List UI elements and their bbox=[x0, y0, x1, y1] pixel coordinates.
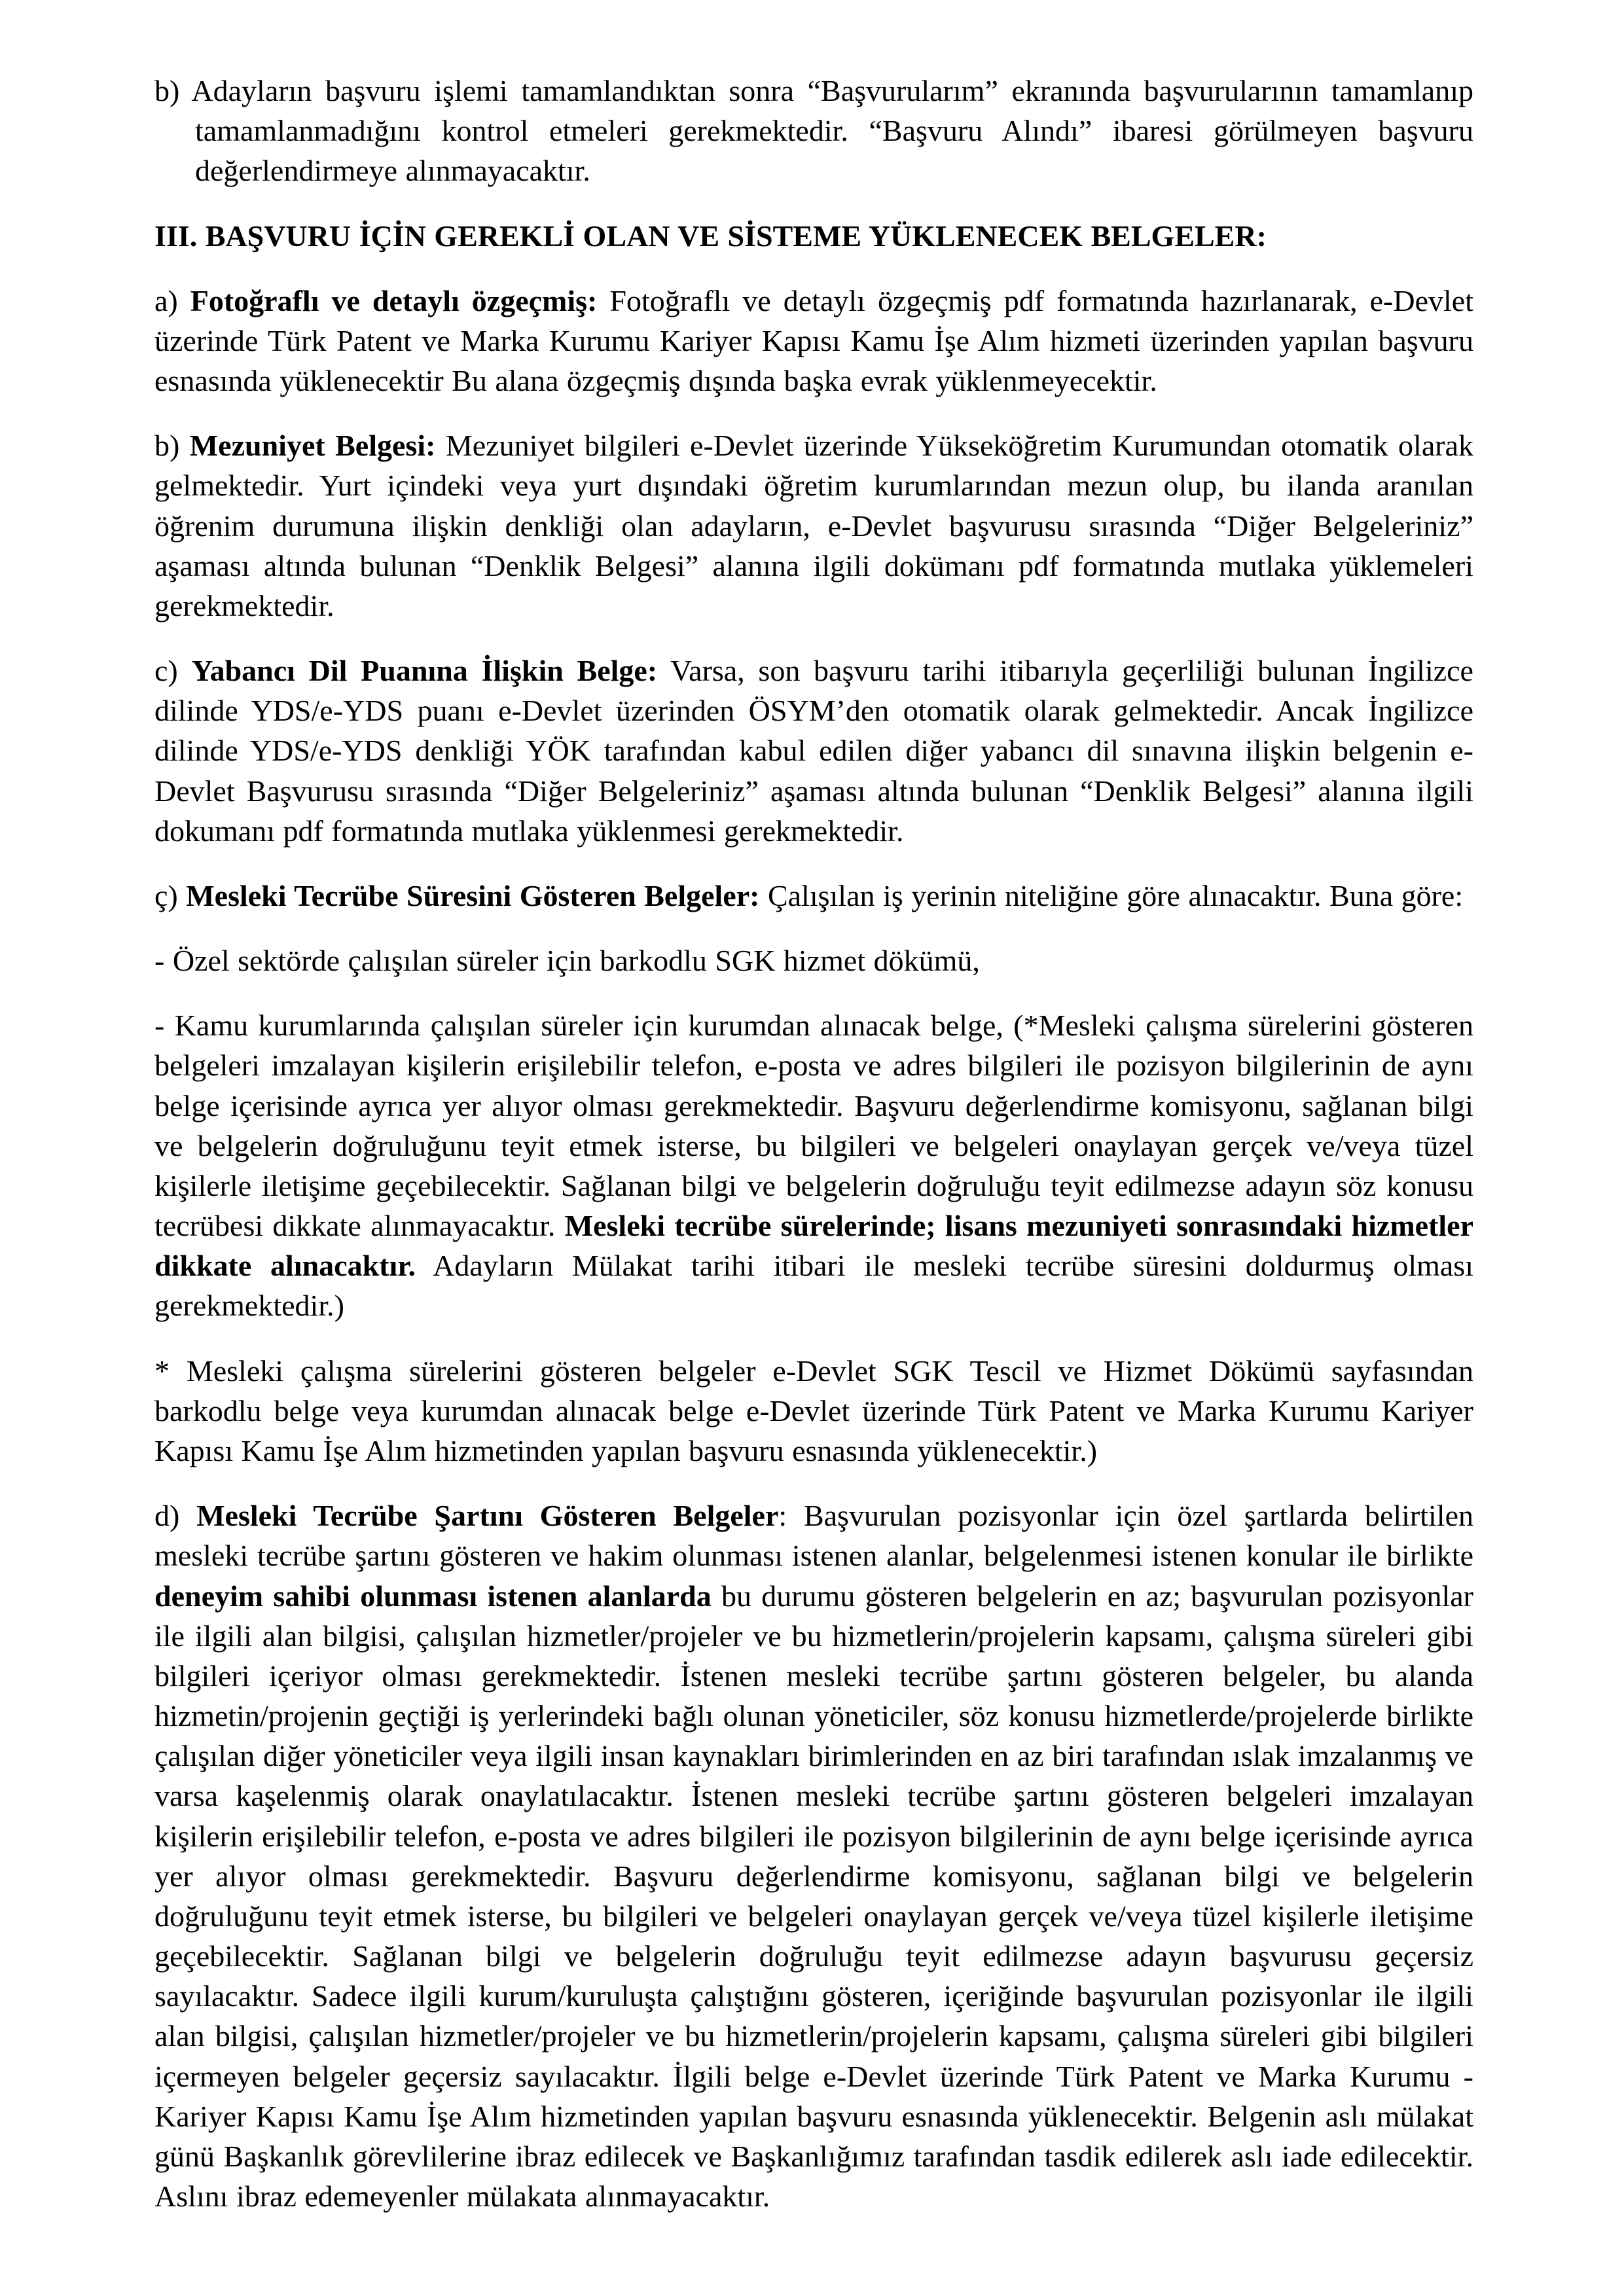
text-run: b) bbox=[154, 429, 190, 463]
bold-text-run: Mesleki tecrübe sürelerinde; lisans mezuniyeti sonrasındaki hizmetler dikkate alınacaktır. bbox=[154, 1209, 1473, 1283]
text-run: Mezuniyet bilgileri e-Devlet üzerinde Yükseköğretim Kurumundan otomatik olarak gelmektedir. Yurt içindeki veya yurt dışındaki öğretim kurumlarından mezun olup, bu ilanda aranılan öğrenim durumuna ilişkin denkliği olan adayların, e-Devlet başvurusu sırasında “Diğer Belgeleriniz” aşaması altında bulunan “Denklik Belgesi” alanına ilgili dokümanı pdf formatında mutlaka yüklemeleri gerekmektedir. bbox=[154, 429, 1473, 622]
text-run: a) bbox=[154, 283, 190, 317]
text-run: Fotoğraflı ve detaylı özgeçmiş pdf formatında hazırlanarak, e-Devlet üzerinde Türk Patent ve Marka Kurumu Kariyer Kapısı Kamu İşe Alım hizmeti üzerinden yapılan başvuru esnasında yüklenecektir Bu alana özgeçmiş dışında başka evrak yüklenmeyecektir. bbox=[154, 283, 1473, 398]
text-run: Varsa, son başvuru tarihi itibarıyla geçerliliği bulunan İngilizce dilinde YDS/e-YDS puanı e-Devlet üzerinden ÖSYM’den otomatik olarak gelmektedir. Ancak İngilizce dilinde YDS/e-YDS denkliği YÖK tarafından kabul edilen diğer yabancı dil sınavına ilişkin belgenin e-Devlet Başvurusu sırasında “Diğer Belgeleriniz” aşaması altında bulunan “Denklik Belgesi” alanına ilgili dokumanı pdf formatında mutlaka yüklenmesi gerekmektedir. bbox=[154, 654, 1473, 848]
bold-text-run: deneyim sahibi olunması istenen alanlarda bbox=[154, 1579, 712, 1613]
paragraph-item-b-application-check bbox=[154, 71, 1473, 191]
text-run: Adayların Mülakat tarihi itibari ile mesleki tecrübe süresini doldurmuş olması gerekmektedir.) bbox=[154, 1249, 1473, 1323]
paragraph-item-d-experience-requirement bbox=[154, 1496, 1473, 2216]
paragraph-section-iii-heading bbox=[154, 216, 1473, 256]
paragraph-dash-public-sector bbox=[154, 1005, 1473, 1325]
bold-text-run: Mezuniyet Belgesi: bbox=[189, 429, 436, 463]
paragraph-item-a-cv bbox=[154, 281, 1473, 401]
text-run: bu durumu gösteren belgelerin en az; başvurulan pozisyonlar ile ilgili alan bilgisi, çalışılan hizmetler/projeler ve bu hizmetlerin/projelerin kapsamı, çalışma süreleri gibi bilgileri içeriyor olması gerekmektedir. İstenen mesleki tecrübe şartını gösteren belgeler, bu alanda hizmetin/projenin geçtiği iş yerlerindeki bağlı olunan yöneticiler, söz konusu hizmetlerde/projelerde birlikte çalışılan diğer yöneticiler veya ilgili insan kaynakları birimlerinden en az biri tarafından ıslak imzalanmış ve varsa kaşelenmiş olarak onaylatılacaktır. İstenen mesleki tecrübe şartını gösteren belgeleri imzalayan kişilerin erişilebilir telefon, e-posta ve adres bilgileri ile pozisyon bilgilerinin de aynı belge içerisinde ayrıca yer alıyor olması gerekmektedir. Başvuru değerlendirme komisyonu, sağlanan bilgi ve belgelerin doğruluğunu teyit etmek isterse, bu bilgileri ve belgeleri onaylayan gerçek ve/veya tüzel kişilerle iletişime geçebilecektir. Sağlanan bilgi ve belgelerin doğruluğu teyit edilmezse adayın başvurusu geçersiz sayılacaktır. Sadece ilgili kurum/kuruluşta çalıştığını gösteren, içeriğinde başvurulan pozisyonlar ile ilgili alan bilgisi, çalışılan hizmetler/projeler ve bu hizmetlerin/projelerin kapsamı, çalışma süreleri gibi bilgileri içermeyen belgeler geçersiz sayılacaktır. İlgili belge e-Devlet üzerinde Türk Patent ve Marka Kurumu - Kariyer Kapısı Kamu İşe Alım hizmetinden yapılan başvuru esnasında yüklenecektir. Belgenin aslı mülakat günü Başkanlık görevlilerine ibraz edilecek ve Başkanlığımız tarafından tasdik edilerek aslı iade edilecektir. Aslını ibraz edemeyenler mülakata alınmayacaktır. bbox=[154, 1579, 1473, 2214]
bold-text-run: Mesleki Tecrübe Süresini Gösteren Belgeler: bbox=[186, 878, 760, 912]
text-run: d) bbox=[154, 1499, 197, 1533]
document-body bbox=[154, 71, 1473, 2216]
paragraph-item-c-language-score bbox=[154, 651, 1473, 851]
paragraph-item-c2-experience-duration bbox=[154, 876, 1473, 916]
text-run: - Kamu kurumlarında çalışılan süreler için kurumdan alınacak belge, (*Mesleki çalışma sürelerini gösteren belgeleri imzalayan kişilerin erişilebilir telefon, e-posta ve adres bilgileri ile pozisyon bilgilerinin de aynı belge içerisinde ayrıca yer alıyor olması gerekmektedir. Başvuru değerlendirme komisyonu, sağlanan bilgi ve belgelerin doğruluğunu teyit etmek isterse, bu bilgileri ve belgeleri onaylayan gerçek ve/veya tüzel kişilerle iletişime geçebilecektir. Sağlanan bilgi ve belgelerin doğruluğu teyit edilmezse adayın söz konusu tecrübesi dikkate alınmayacaktır. bbox=[154, 1009, 1473, 1243]
bold-text-run: III. BAŞVURU İÇİN GEREKLİ OLAN VE SİSTEME YÜKLENECEK BELGELER: bbox=[154, 219, 1267, 253]
text-run: ç) bbox=[154, 878, 187, 912]
text-run: Çalışılan iş yerinin niteliğine göre alınacaktır. Buna göre: bbox=[759, 878, 1464, 912]
paragraph-star-sgk-note bbox=[154, 1351, 1473, 1471]
bold-text-run: Yabancı Dil Puanına İlişkin Belge: bbox=[191, 654, 658, 688]
bold-text-run: Fotoğraflı ve detaylı özgeçmiş: bbox=[190, 283, 598, 317]
text-run: - Özel sektörde çalışılan süreler için barkodlu SGK hizmet dökümü, bbox=[154, 944, 980, 978]
text-run: b) Adayların başvuru işlemi tamamlandıktan sonra “Başvurularım” ekranında başvurularının tamamlanıp tamamlanmadığını kontrol etmeleri gerekmektedir. “Başvuru Alındı” ibaresi görülmeyen başvuru değerlendirmeye alınmayacaktır. bbox=[154, 74, 1473, 188]
bold-text-run: Mesleki Tecrübe Şartını Gösteren Belgeler bbox=[196, 1499, 779, 1533]
text-run: c) bbox=[154, 654, 192, 688]
text-run: * Mesleki çalışma sürelerini gösteren belgeler e-Devlet SGK Tescil ve Hizmet Dökümü sayfasından barkodlu belge veya kurumdan alınacak belge e-Devlet üzerinde Türk Patent ve Marka Kurumu Kariyer Kapısı Kamu İşe Alım hizmetinden yapılan başvuru esnasında yüklenecektir.) bbox=[154, 1354, 1473, 1467]
paragraph-item-b-diploma bbox=[154, 425, 1473, 626]
text-run: : Başvurulan pozisyonlar için özel şartlarda belirtilen mesleki tecrübe şartını gösteren ve hakim olunması istenen alanlar, belgelenmesi istenen konular ile birlikte bbox=[154, 1499, 1474, 1573]
paragraph-dash-private-sector bbox=[154, 941, 1473, 980]
